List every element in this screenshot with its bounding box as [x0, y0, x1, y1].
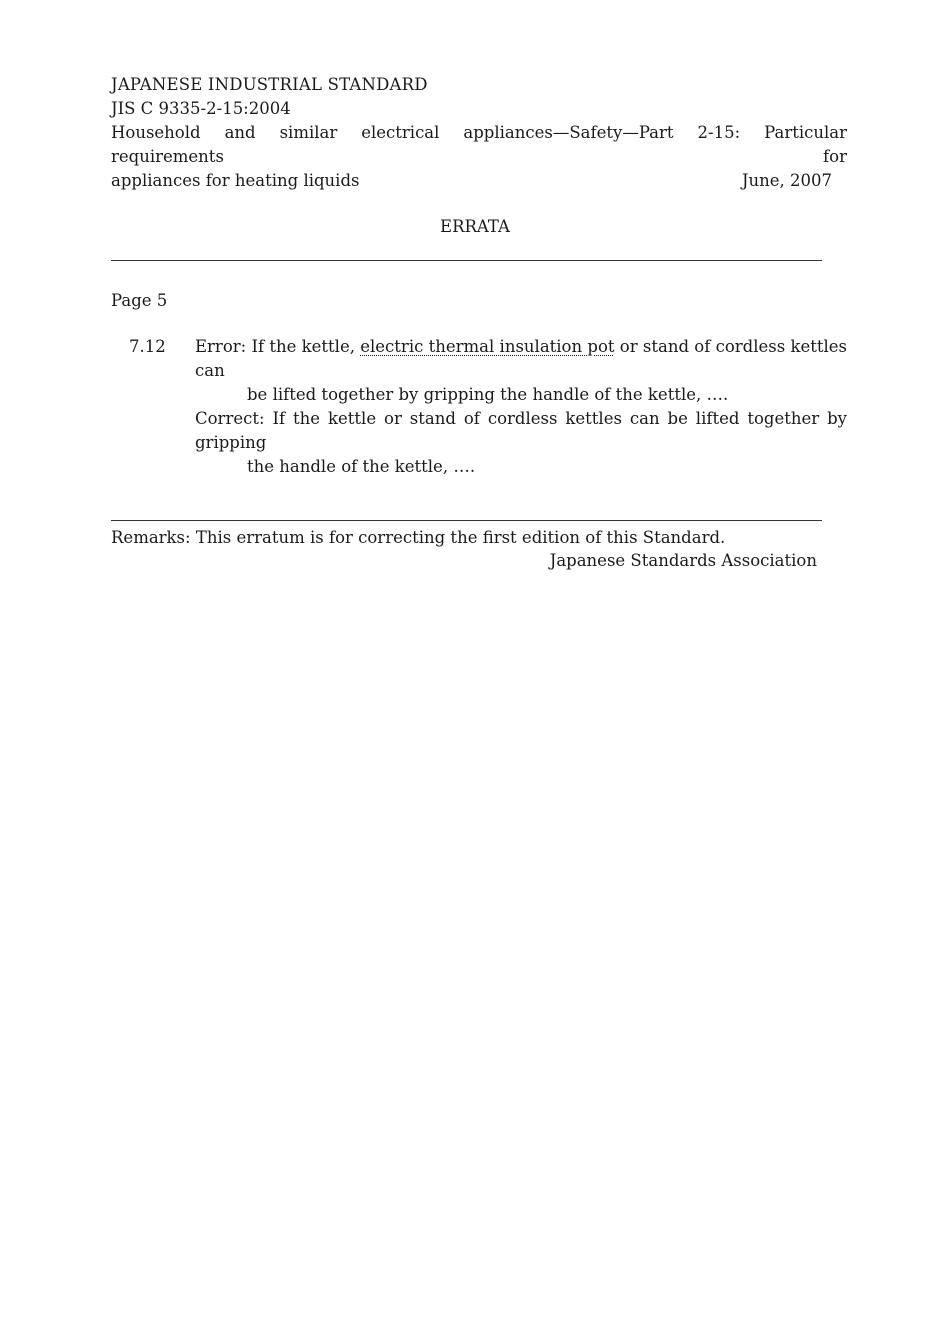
error-line-1	[195, 335, 847, 383]
issue-date: June, 2007	[741, 171, 832, 190]
page-reference: Page 5	[111, 291, 168, 310]
subject-line-1: Household and similar electrical appliances—Safety—Part 2-15: Particular requirements for	[111, 123, 847, 166]
correct-entry	[195, 407, 847, 479]
correct-line-2: the handle of the kettle, ….	[247, 457, 476, 476]
error-suffix: or stand of cordless kettles can	[195, 337, 848, 380]
publisher: Japanese Standards Association	[549, 551, 817, 570]
top-divider	[111, 260, 822, 261]
error-line-2: be lifted together by gripping the handle of the kettle, ….	[247, 385, 729, 404]
error-entry	[195, 335, 847, 407]
page-title: ERRATA	[440, 217, 510, 236]
clause-number: 7.12	[129, 337, 166, 356]
standard-designation: JIS C 9335-2-15:2004	[111, 99, 291, 118]
standard-subject	[111, 121, 847, 193]
error-prefix: Error: If the kettle,	[195, 337, 361, 356]
remarks: Remarks: This erratum is for correcting the first edition of this Standard.	[111, 528, 726, 547]
bottom-divider	[111, 520, 822, 521]
error-struck-phrase: electric thermal insulation pot	[360, 337, 615, 356]
subject-line-2: appliances for heating liquids	[111, 171, 360, 190]
standard-type: JAPANESE INDUSTRIAL STANDARD	[111, 75, 428, 94]
correct-line-1: Correct: If the kettle or stand of cordless kettles can be lifted together by gripping	[195, 409, 847, 452]
